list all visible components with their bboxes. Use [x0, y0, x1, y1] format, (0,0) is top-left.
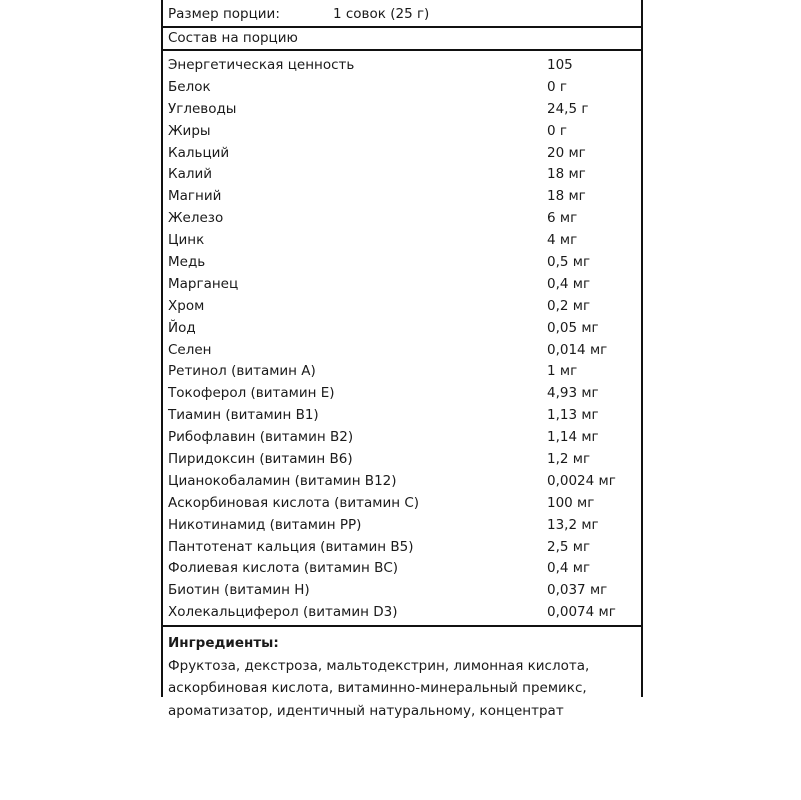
ingredients-section [163, 627, 641, 722]
nutrient-value: 1,14 мг [547, 429, 599, 446]
nutrient-row [163, 99, 641, 121]
nutrient-row [163, 208, 641, 230]
ingredients-line: ароматизатор, идентичный натуральному, концентрат [168, 702, 564, 719]
nutrient-value: 0,014 мг [547, 341, 608, 358]
per-serving-header: Состав на порцию [168, 30, 298, 46]
nutrient-row [163, 318, 641, 340]
nutrient-value: 0,05 мг [547, 319, 599, 336]
nutrient-value: 18 мг [547, 188, 586, 205]
nutrient-row [163, 405, 641, 427]
nutrient-name: Тиамин (витамин В1) [168, 407, 319, 424]
nutrient-name: Магний [168, 188, 222, 205]
nutrient-row [163, 449, 641, 471]
nutrient-value: 100 мг [547, 494, 595, 511]
nutrient-row [163, 427, 641, 449]
nutrient-name: Белок [168, 78, 211, 95]
nutrient-name: Кальций [168, 144, 230, 161]
nutrient-name: Марганец [168, 275, 239, 292]
nutrient-name: Никотинамид (витамин РР) [168, 516, 362, 533]
nutrient-row [163, 121, 641, 143]
nutrient-value: 1,2 мг [547, 451, 591, 468]
nutrient-value: 20 мг [547, 144, 586, 161]
serving-size-value: 1 совок (25 г) [333, 6, 430, 22]
nutrient-row [163, 361, 641, 383]
nutrient-row [163, 55, 641, 77]
nutrient-value: 2,5 мг [547, 538, 591, 555]
nutrient-name: Энергетическая ценность [168, 57, 355, 73]
nutrient-name: Пантотенат кальция (витамин В5) [168, 538, 414, 555]
nutrient-name: Ретинол (витамин А) [168, 363, 316, 380]
nutrient-row [163, 537, 641, 559]
nutrient-value: 0 г [547, 78, 567, 95]
nutrient-value: 6 мг [547, 210, 578, 227]
nutrient-value: 0,4 мг [547, 275, 591, 292]
nutrient-row [163, 77, 641, 99]
nutrient-name: Пиридоксин (витамин В6) [168, 451, 353, 468]
nutrient-value: 0,4 мг [547, 560, 591, 577]
nutrient-name: Калий [168, 166, 213, 183]
nutrient-row [163, 143, 641, 165]
nutrient-name: Рибофлавин (витамин В2) [168, 429, 354, 446]
nutrient-value: 24,5 г [547, 100, 589, 117]
nutrient-value: 0,5 мг [547, 254, 591, 271]
nutrient-name: Железо [168, 210, 224, 227]
nutrient-name: Медь [168, 254, 206, 271]
ingredients-line: Фруктоза, декстроза, мальтодекстрин, лимонная кислота, [168, 657, 590, 674]
serving-size-label: Размер порции: [168, 6, 280, 22]
nutrient-value: 0,0074 мг [547, 604, 616, 621]
nutrient-name: Токоферол (витамин Е) [168, 385, 335, 402]
nutrient-table [163, 51, 641, 624]
nutrient-name: Цианокобаламин (витамин В12) [168, 472, 397, 489]
nutrient-value: 4 мг [547, 232, 578, 249]
nutrient-row [163, 383, 641, 405]
nutrient-row [163, 296, 641, 318]
nutrient-row [163, 252, 641, 274]
nutrient-name: Фолиевая кислота (витамин ВС) [168, 560, 399, 577]
nutrient-value: 0,037 мг [547, 582, 608, 599]
nutrient-row [163, 493, 641, 515]
nutrient-value: 0,0024 мг [547, 472, 616, 489]
nutrient-row [163, 340, 641, 362]
nutrient-value: 18 мг [547, 166, 586, 183]
nutrient-value: 4,93 мг [547, 385, 599, 402]
nutrient-name: Йод [168, 319, 196, 336]
nutrient-name: Хром [168, 297, 205, 314]
nutrient-name: Цинк [168, 232, 205, 249]
per-serving-header-row [163, 28, 641, 51]
nutrient-row [163, 164, 641, 186]
nutrient-name: Биотин (витамин Н) [168, 582, 310, 599]
nutrient-value: 1 мг [547, 363, 578, 380]
nutrient-row [163, 515, 641, 537]
nutrient-value: 0,2 мг [547, 297, 591, 314]
nutrient-name: Холекальциферол (витамин D3) [168, 604, 398, 621]
nutrient-value: 13,2 мг [547, 516, 599, 533]
ingredients-heading: Ингредиенты: [168, 635, 279, 652]
nutrient-value: 1,13 мг [547, 407, 599, 424]
nutrient-row [163, 471, 641, 493]
nutrient-row [163, 274, 641, 296]
nutrient-name: Углеводы [168, 100, 237, 117]
ingredients-line: аскорбиновая кислота, витаминно-минеральный премикс, [168, 680, 587, 697]
serving-size-row [163, 0, 641, 28]
nutrition-facts-panel [161, 0, 643, 719]
nutrient-row [163, 580, 641, 602]
nutrient-name: Аскорбиновая кислота (витамин С) [168, 494, 420, 511]
nutrient-name: Жиры [168, 122, 211, 139]
nutrient-row [163, 186, 641, 208]
nutrient-row [163, 230, 641, 252]
nutrient-name: Селен [168, 341, 212, 358]
nutrient-value: 105 [547, 57, 573, 73]
nutrient-value: 0 г [547, 122, 567, 139]
nutrient-row [163, 602, 641, 624]
nutrient-row [163, 558, 641, 580]
